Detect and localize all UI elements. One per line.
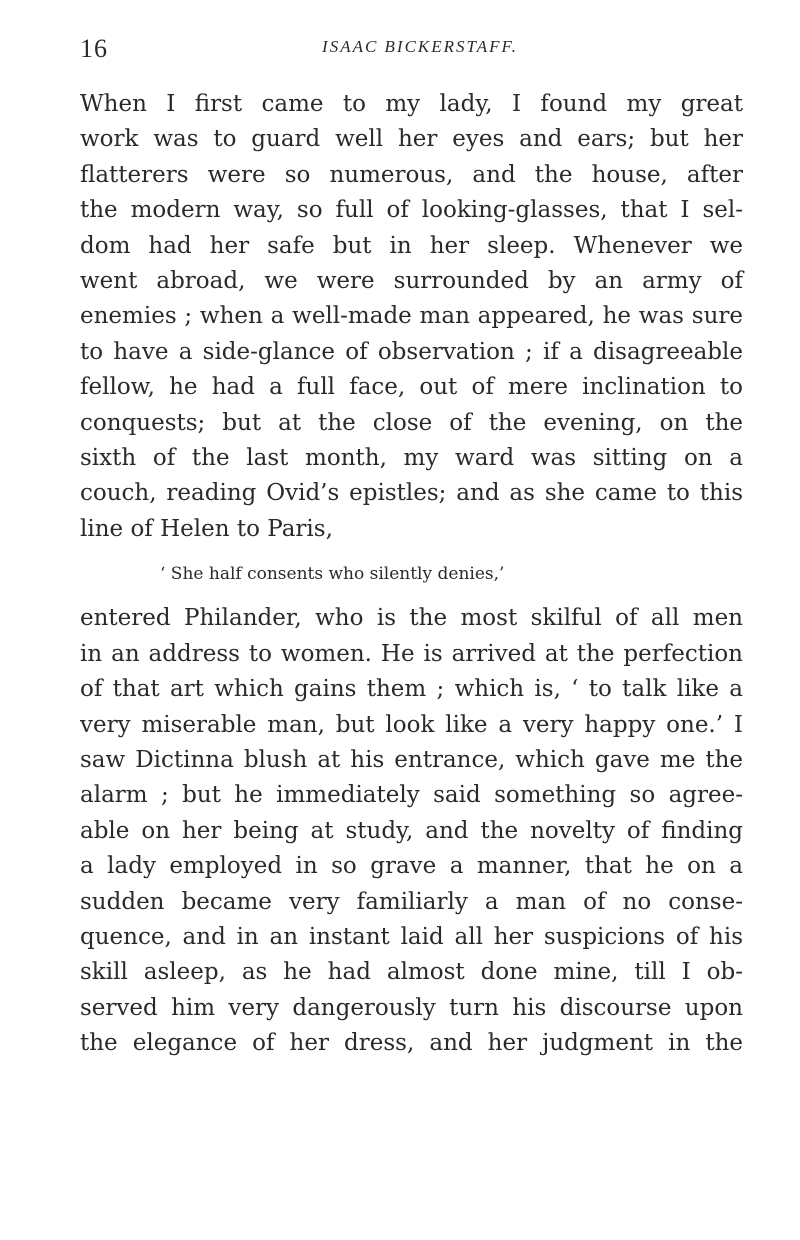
paragraph-2	[80, 601, 743, 1061]
text-line: fellow, he had a full face, out of mere inclination to	[80, 374, 743, 401]
text-line: flatterers were so numerous, and the house, after	[80, 161, 743, 188]
text-line: skill asleep, as he had almost done mine, till I ob-	[80, 959, 743, 986]
text-line: served him very dangerously turn his discourse upon	[80, 994, 743, 1021]
text-line: work was to guard well her eyes and ears; but her	[80, 126, 743, 153]
text-line: a lady employed in so grave a manner, that he on a	[80, 853, 743, 880]
text-line: couch, reading Ovid’s epistles; and as she came to this	[80, 480, 743, 507]
text-line: conquests; but at the close of the evening, on the	[80, 409, 743, 436]
running-head	[80, 28, 760, 68]
text-line: dom had her safe but in her sleep. Whenever we	[80, 232, 743, 259]
text-line: line of Helen to Paris,	[80, 515, 333, 542]
text-line: in an address to women. He is arrived at the perfection	[80, 640, 743, 667]
text-line: of that art which gains them ; which is, ‘ to talk like a	[80, 676, 743, 703]
text-line: enemies ; when a well-made man appeared, he was sure	[80, 303, 743, 330]
page-number: 16	[80, 34, 108, 63]
text-block	[80, 87, 743, 1062]
text-line: When I first came to my lady, I found my great	[80, 91, 743, 117]
text-line: entered Philander, who is the most skilful of all men	[80, 605, 743, 632]
text-line: the modern way, so full of looking-glasses, that I sel-	[80, 197, 743, 224]
text-line: the elegance of her dress, and her judgment in the	[80, 1030, 743, 1057]
text-line: sudden became very familiarly a man of no conse-	[80, 888, 743, 915]
paragraph-1	[80, 87, 743, 547]
text-line: very miserable man, but look like a very happy one.’ I	[80, 711, 743, 738]
running-title: ISAAC BICKERSTAFF.	[322, 37, 518, 56]
text-line: quence, and in an instant laid all her suspicions of his	[80, 923, 743, 950]
text-line: able on her being at study, and the novelty of finding	[80, 817, 743, 844]
verse-quotation: ‘ She half consents who silently denies,’	[160, 564, 505, 585]
text-line: alarm ; but he immediately said something so agree-	[80, 782, 743, 809]
text-line: went abroad, we were surrounded by an army of	[80, 268, 743, 295]
text-line: saw Dictinna blush at his entrance, which gave me the	[80, 746, 743, 773]
text-line: to have a side-glance of observation ; if a disagreeable	[80, 338, 743, 365]
text-line: sixth of the last month, my ward was sitting on a	[80, 445, 743, 472]
